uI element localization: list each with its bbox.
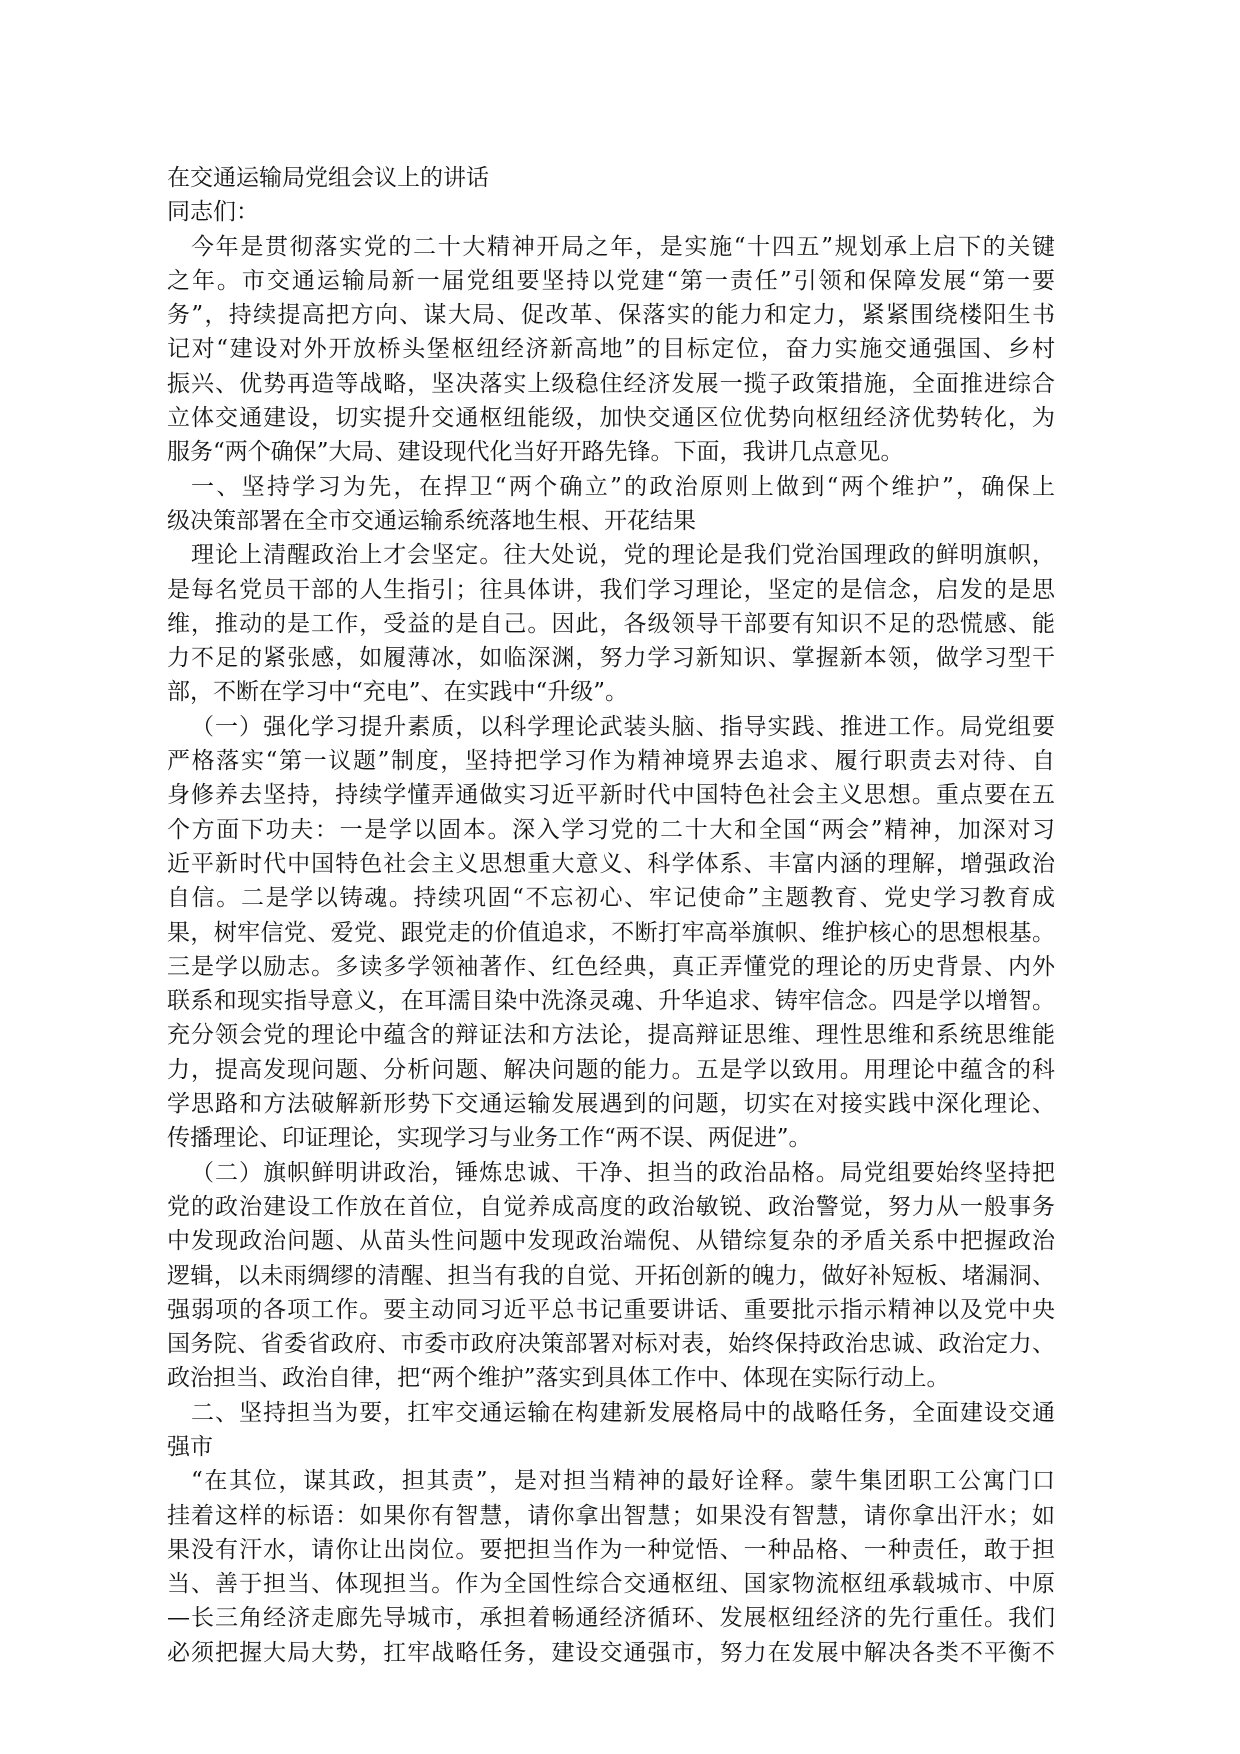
text-line: 国务院、省委省政府、市委市政府决策部署对标对表，始终保持政治忠诚、政治定力、 bbox=[167, 1331, 1055, 1358]
text-line: 力不足的紧张感，如履薄冰，如临深渊，努力学习新知识、掌握新本领，做学习型干 bbox=[167, 645, 1055, 672]
text-line: 务”，持续提高把方向、谋大局、促改革、保落实的能力和定力，紧紧围绕楼阳生书 bbox=[167, 302, 1055, 329]
text-line: 联系和现实指导意义，在耳濡目染中洗涤灵魂、升华追求、铸牢信念。四是学以增智。 bbox=[167, 988, 1055, 1015]
text-line: 维，推动的是工作，受益的是自己。因此，各级领导干部要有知识不足的恐慌感、能 bbox=[167, 610, 1055, 637]
paragraph bbox=[167, 230, 1055, 470]
text-line: 力，提高发现问题、分析问题、解决问题的能力。五是学以致用。用理论中蕴含的科 bbox=[167, 1056, 1055, 1083]
text-line: 挂着这样的标语：如果你有智慧，请你拿出智慧；如果没有智慧，请你拿出汗水；如 bbox=[167, 1502, 1055, 1529]
text-line: 一、坚持学习为先，在捍卫“两个确立”的政治原则上做到“两个维护”，确保上 bbox=[191, 473, 1055, 500]
text-line: 记对“建设对外开放桥头堡枢纽经济新高地”的目标定位，奋力实施交通强国、乡村 bbox=[167, 336, 1055, 363]
text-line: 果没有汗水，请你让出岗位。要把担当作为一种觉悟、一种品格、一种责任，敢于担 bbox=[167, 1536, 1055, 1563]
text-line: 近平新时代中国特色社会主义思想重大意义、科学体系、丰富内涵的理解，增强政治 bbox=[167, 850, 1055, 877]
text-line: 之年。市交通运输局新一届党组要坚持以党建“第一责任”引领和保障发展“第一要 bbox=[167, 267, 1055, 294]
paragraph bbox=[167, 470, 1055, 539]
text-line: 今年是贯彻落实党的二十大精神开局之年，是实施“十四五”规划承上启下的关键 bbox=[191, 233, 1055, 260]
text-line: 二、坚持担当为要，扛牢交通运输在构建新发展格局中的战略任务，全面建设交通 bbox=[191, 1399, 1055, 1426]
paragraph bbox=[167, 1396, 1055, 1465]
text-line: 当、善于担当、体现担当。作为全国性综合交通枢纽、国家物流枢纽承载城市、中原 bbox=[167, 1571, 1055, 1598]
text-line: 传播理论、印证理论，实现学习与业务工作“两不误、两促进”。 bbox=[167, 1125, 812, 1152]
text-line: 个方面下功夫：一是学以固本。深入学习党的二十大和全国“两会”精神，加深对习 bbox=[167, 816, 1055, 843]
salutation: 同志们： bbox=[167, 199, 259, 226]
text-line: —长三角经济走廊先导城市，承担着畅通经济循环、发展枢纽经济的先行重任。我们 bbox=[167, 1605, 1055, 1632]
paragraph bbox=[167, 710, 1055, 1156]
text-line: 果，树牢信党、爱党、跟党走的价值追求，不断打牢高举旗帜、维护核心的思想根基。 bbox=[167, 919, 1055, 946]
text-line: （一）强化学习提升素质，以科学理论武装头脑、指导实践、推进工作。局党组要 bbox=[191, 713, 1055, 740]
text-line: 振兴、优势再造等战略，坚决落实上级稳住经济发展一揽子政策措施，全面推进综合 bbox=[167, 370, 1055, 397]
text-line: 理论上清醒政治上才会坚定。往大处说，党的理论是我们党治国理政的鲜明旗帜， bbox=[191, 542, 1055, 569]
paragraph bbox=[167, 538, 1055, 709]
text-line: 严格落实“第一议题”制度，坚持把学习作为精神境界去追求、履行职责去对待、自 bbox=[167, 748, 1055, 775]
document-body bbox=[167, 230, 1055, 1670]
text-line: 级决策部署在全市交通运输系统落地生根、开花结果 bbox=[167, 507, 696, 534]
text-line: 必须把握大局大势，扛牢战略任务，建设交通强市，努力在发展中解决各类不平衡不 bbox=[167, 1639, 1055, 1666]
document-content bbox=[167, 161, 1055, 1670]
document-title: 在交通运输局党组会议上的讲话 bbox=[167, 165, 489, 191]
text-line: 自信。二是学以铸魂。持续巩固“不忘初心、牢记使命”主题教育、党史学习教育成 bbox=[167, 885, 1055, 912]
text-line: “在其位，谋其政，担其责”，是对担当精神的最好诠释。蒙牛集团职工公寓门口 bbox=[191, 1468, 1055, 1495]
text-line: 是每名党员干部的人生指引；往具体讲，我们学习理论，坚定的是信念，启发的是思 bbox=[167, 576, 1055, 603]
text-line: 强市 bbox=[167, 1433, 213, 1460]
text-line: 部，不断在学习中“充电”、在实践中“升级”。 bbox=[167, 679, 629, 706]
text-line: 服务“两个确保”大局、建设现代化当好开路先锋。下面，我讲几点意见。 bbox=[167, 439, 904, 466]
text-line: 逻辑，以未雨绸缪的清醒、担当有我的自觉、开拓创新的魄力，做好补短板、堵漏洞、 bbox=[167, 1262, 1055, 1289]
text-line: 三是学以励志。多读多学领袖著作、红色经典，真正弄懂党的理论的历史背景、内外 bbox=[167, 953, 1055, 980]
text-line: 学思路和方法破解新形势下交通运输发展遇到的问题，切实在对接实践中深化理论、 bbox=[167, 1091, 1055, 1118]
text-line: 中发现政治问题、从苗头性问题中发现政治端倪、从错综复杂的矛盾关系中把握政治 bbox=[167, 1228, 1055, 1255]
text-line: 充分领会党的理论中蕴含的辩证法和方法论，提高辩证思维、理性思维和系统思维能 bbox=[167, 1022, 1055, 1049]
paragraph bbox=[167, 1464, 1055, 1670]
text-line: 强弱项的各项工作。要主动同习近平总书记重要讲话、重要批示指示精神以及党中央 bbox=[167, 1296, 1055, 1323]
text-line: 党的政治建设工作放在首位，自觉养成高度的政治敏锐、政治警觉，努力从一般事务 bbox=[167, 1193, 1055, 1220]
text-line: （二）旗帜鲜明讲政治，锤炼忠诚、干净、担当的政治品格。局党组要始终坚持把 bbox=[191, 1159, 1055, 1186]
paragraph bbox=[167, 1156, 1055, 1396]
text-line: 立体交通建设，切实提升交通枢纽能级，加快交通区位优势向枢纽经济优势转化，为 bbox=[167, 405, 1055, 432]
text-line: 政治担当、政治自律，把“两个维护”落实到具体工作中、体现在实际行动上。 bbox=[167, 1365, 950, 1392]
text-line: 身修养去坚持，持续学懂弄通做实习近平新时代中国特色社会主义思想。重点要在五 bbox=[167, 782, 1055, 809]
